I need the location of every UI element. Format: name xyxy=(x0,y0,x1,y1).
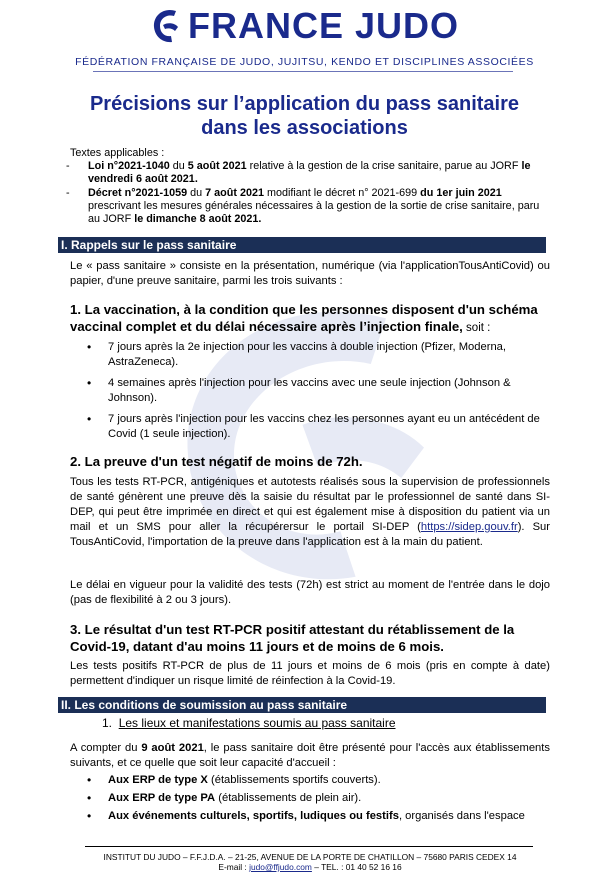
ref-item-decree xyxy=(66,186,550,227)
dash: - xyxy=(66,160,70,173)
bullet-icon: • xyxy=(87,340,92,354)
list-item-text: 7 jours après la 2e injection pour les vaccins à double injection (Pfizer, Moderna, AstraZeneca). xyxy=(108,341,506,368)
heading-test: 2. La preuve d'un test négatif de moins de 72h. xyxy=(70,454,363,469)
section2-paragraph xyxy=(70,741,550,771)
ref-text: modifiant le décret n° 2021-699 xyxy=(264,186,421,199)
list-item xyxy=(70,340,550,370)
telephone: – TEL. : 01 40 52 16 16 xyxy=(311,862,402,872)
heading-vaccination xyxy=(70,301,550,337)
subheading-number: 1. xyxy=(102,716,113,730)
list-item xyxy=(70,809,550,824)
subheading-text: Les lieux et manifestations soumis au pass sanitaire xyxy=(118,716,396,730)
heading-text: 1. La vaccination, à la condition que les personnes disposent d'un schéma vaccinal complet et du délai nécessaire après l’injection finale, xyxy=(70,302,538,334)
date-highlight: 9 août 2021 xyxy=(141,742,204,754)
ref-law-number: Loi n°2021-1040 xyxy=(88,160,170,173)
para-text: A compter du xyxy=(70,742,142,754)
list-item xyxy=(70,412,550,442)
ref-date: 7 août 2021 xyxy=(205,186,264,199)
list-item xyxy=(70,773,550,788)
sidep-link[interactable]: https://sidep.gouv.fr xyxy=(420,521,518,533)
ref-text: du xyxy=(169,160,188,173)
footer-contact xyxy=(70,862,550,872)
federation-name: FÉDÉRATION FRANÇAISE DE JUDO, JUJITSU, KENDO ET DISCIPLINES ASSOCIÉES xyxy=(75,56,534,68)
ref-item-law xyxy=(66,160,550,186)
brand-header xyxy=(0,4,609,48)
ref-text: prescrivant les mesures générales nécessaires à la gestion de la sortie de crise sanitaire, paru au JORF xyxy=(88,199,540,226)
list-item-text: 4 semaines après l'injection pour les vaccins avec une seule injection (Johnson & Johnson). xyxy=(108,377,511,404)
test-paragraph xyxy=(70,475,550,550)
list-item xyxy=(70,376,550,406)
establishment-list xyxy=(70,773,550,827)
list-item-bold: Aux ERP de type X xyxy=(108,774,208,786)
ref-date: le dimanche 8 août 2021. xyxy=(134,213,262,226)
dash: - xyxy=(66,186,70,199)
ref-decree-number: Décret n°2021-1059 xyxy=(88,186,188,199)
heading-recovery: 3. Le résultat d'un test RT-PCR positif attestant du rétablissement de la Covid-19, datant d'au moins 11 jours et de moins de 6 mois. xyxy=(70,622,515,654)
bullet-icon: • xyxy=(87,376,92,390)
list-item-text: (établissements sportifs couverts). xyxy=(207,774,381,786)
ref-date: du 1er juin 2021 xyxy=(420,186,502,199)
para-text: , le pass sanitaire doit être présenté pour l'accès aux établissements suivants, et ce quelle que soit leur capacité d'accueil : xyxy=(70,742,550,769)
vaccination-list xyxy=(70,340,550,448)
subheading-lieux xyxy=(102,716,396,731)
ref-date: 5 août 2021 xyxy=(187,160,247,173)
list-item xyxy=(70,791,550,806)
test-validity-paragraph: Le délai en vigueur pour la validité des tests (72h) est strict au moment de l'entrée dans le dojo (pas de flexibilité à 2 ou 3 jours). xyxy=(70,579,550,606)
france-judo-logo-icon xyxy=(150,7,180,45)
section-bar-conditions: II. Les conditions de soumission au pass sanitaire xyxy=(58,697,546,713)
heading-tail: soit : xyxy=(462,322,491,334)
list-item-text: , organisés dans l'espace xyxy=(398,810,525,822)
ref-text: du xyxy=(187,186,206,199)
email-label: E-mail : xyxy=(218,862,250,872)
bullet-icon: • xyxy=(87,791,92,805)
refs-intro: Textes applicables : xyxy=(70,147,165,159)
page-title xyxy=(40,92,569,140)
title-line-1: Précisions sur l’application du pass sanitaire xyxy=(89,93,520,115)
recovery-paragraph: Les tests positifs RT-PCR de plus de 11 jours et moins de 6 mois (pris en compte à date) permettent d'indiquer un risque limité de réinfection à la Covid-19. xyxy=(70,660,550,687)
bullet-icon: • xyxy=(87,773,92,787)
ref-text: relative à la gestion de la crise sanitaire, parue au JORF xyxy=(246,160,522,173)
title-line-2: dans les associations xyxy=(201,117,408,139)
bullet-icon: • xyxy=(87,809,92,823)
section-bar-rappels: I. Rappels sur le pass sanitaire xyxy=(58,237,546,253)
test-text: Tous les tests RT-PCR, antigéniques et autotests réalisés sous la supervision de professionnels de santé génèrent une preuve dès la saisie du résultat par le professionnel de santé dans SI-DEP, qui peut être imprimée en direct et qui est également mise à disposition du patient via un mail et un SMS pour aller la récupérersur le portail SI-DEP ( xyxy=(70,476,550,533)
section1-intro: Le « pass sanitaire » consiste en la présentation, numérique (via l'applicationTousAntiCovid) ou papier, d'une preuve sanitaire, parmi les trois suivants : xyxy=(70,260,550,287)
federation-divider xyxy=(93,71,513,72)
applicable-texts xyxy=(66,147,550,226)
list-item-text: (établissements de plein air). xyxy=(215,792,362,804)
test-text: ). Sur TousAntiCovid, l'importation de la preuve dans l'application est à la main du patient. xyxy=(70,521,550,548)
footer-address: INSTITUT DU JUDO – F.F.J.D.A. – 21-25, AVENUE DE LA PORTE DE CHATILLON – 75680 PARIS CEDEX 14 xyxy=(103,852,517,862)
logo-text: FRANCE JUDO xyxy=(187,5,459,46)
bullet-icon: • xyxy=(87,412,92,426)
ref-date: le vendredi 6 août 2021. xyxy=(88,160,531,186)
list-item-bold: Aux ERP de type PA xyxy=(108,792,216,804)
list-item-text: 7 jours après l'injection pour les vaccins chez les personnes ayant eu un antécédent de Covid (1 seule injection). xyxy=(108,413,540,440)
footer xyxy=(70,852,550,872)
footer-divider xyxy=(85,846,533,847)
email-link[interactable]: judo@ffjudo.com xyxy=(249,862,312,872)
list-item-bold: Aux événements culturels, sportifs, ludiques ou festifs xyxy=(108,810,399,822)
